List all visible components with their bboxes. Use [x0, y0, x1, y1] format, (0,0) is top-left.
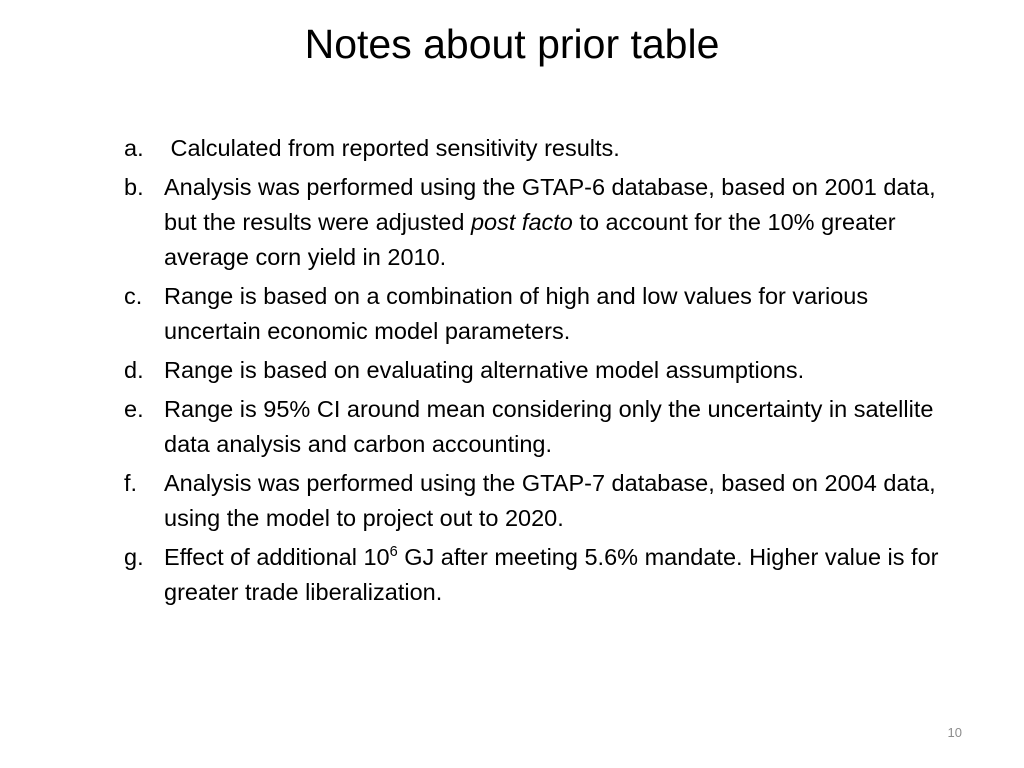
note-marker: g.	[124, 544, 144, 570]
note-text: Range is based on evaluating alternative model assumptions.	[164, 357, 805, 383]
note-text-part: GJ after meeting 5.6% mandate. Higher value is for greater trade liberalization.	[164, 544, 939, 605]
note-g	[124, 540, 944, 610]
note-marker: f.	[124, 470, 138, 496]
note-c	[124, 279, 944, 349]
note-marker: d.	[124, 357, 144, 383]
note-d	[124, 353, 944, 388]
note-b	[124, 170, 944, 275]
note-text: Calculated from reported sensitivity results.	[164, 135, 620, 161]
note-text-part: to account for the 10% greater average corn yield in 2010.	[164, 209, 896, 270]
note-f	[124, 466, 944, 536]
note-text: Range is 95% CI around mean considering only the uncertainty in satellite data analysis and carbon accounting.	[164, 396, 934, 457]
note-marker: e.	[124, 396, 144, 422]
note-text	[164, 544, 938, 605]
note-a	[124, 131, 944, 166]
note-text: Analysis was performed using the GTAP-7 database, based on 2004 data, using the model to project out to 2020.	[164, 470, 936, 531]
note-text	[164, 174, 936, 270]
slide-title: Notes about prior table	[304, 21, 720, 67]
note-e	[124, 392, 944, 462]
note-superscript: 6	[389, 543, 398, 560]
note-text-part: Analysis was performed using the GTAP-6 database, based on 2001 data, but the results were adjusted	[164, 174, 936, 235]
note-text: Range is based on a combination of high and low values for various uncertain economic model parameters.	[164, 283, 869, 344]
notes-list	[124, 131, 944, 614]
note-marker: b.	[124, 174, 144, 200]
note-text-italic: post facto	[470, 209, 573, 235]
note-text-part: Effect of additional 10	[164, 544, 390, 570]
note-marker: c.	[124, 283, 143, 309]
note-marker: a.	[124, 135, 144, 161]
page-number: 10	[947, 725, 962, 740]
